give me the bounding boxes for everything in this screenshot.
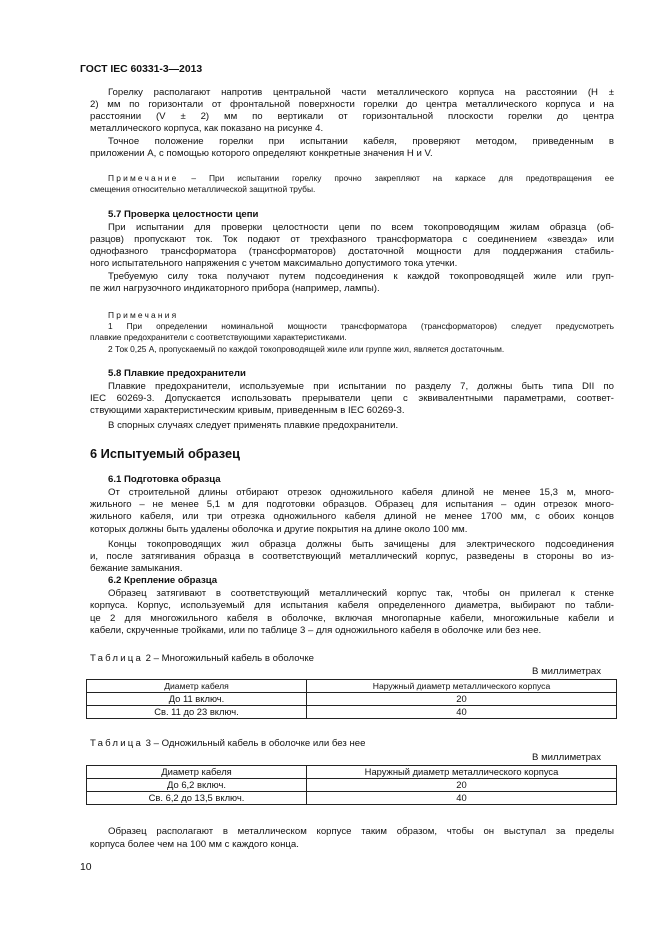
table-cell: Св. 6,2 до 13,5 включ. <box>87 792 307 805</box>
document-header: ГОСТ IEC 60331-3—2013 <box>80 64 203 75</box>
table-header-row <box>87 766 617 779</box>
table-label: Таблица <box>90 738 144 749</box>
paragraph-line: Горелку располагают напротив центральной части металлического корпуса на расстоянии (H ± <box>108 87 614 98</box>
section-heading: 5.8 Плавкие предохранители <box>108 368 246 379</box>
table-cell: 20 <box>307 693 617 706</box>
column-header: Диаметр кабеля <box>87 680 307 693</box>
paragraph-line: корпуса. Корпус, используемый для испытания кабеля определенного диаметра, выбирают по табли- <box>90 600 614 611</box>
table-caption <box>90 738 365 750</box>
table-title: 2 – Многожильный кабель в оболочке <box>143 653 315 664</box>
paragraph-line: однофазного трансформатора (трансформаторов) достаточной мощности для поддержания стабиль- <box>90 246 614 257</box>
table-3 <box>86 765 617 805</box>
note-line <box>108 173 614 184</box>
paragraph-line: Концы токопроводящих жил образца должны быть зачищены для электрического подсоединения <box>108 539 614 550</box>
paragraph-line: и, после затягивания образца в соответствующий металлический корпус, разведены в стороны во из- <box>90 551 614 562</box>
paragraph-line: корпуса более чем на 100 мм с каждого конца. <box>90 839 299 850</box>
paragraph-line: Плавкие предохранители, используемые при испытании по разделу 7, должны быть типа DII по <box>108 381 614 392</box>
chapter-heading: 6 Испытуемый образец <box>90 446 240 461</box>
paragraph-line: Точное положение горелки при испытании кабеля, проверяют методом, приведенным в <box>108 136 614 147</box>
table-cell: До 11 включ. <box>87 693 307 706</box>
paragraph-line: которых должны быть удалены оболочка и другие покрытия на длине около 100 мм. <box>90 524 468 535</box>
paragraph-line: Образец располагают в металлическом корпусе таким образом, чтобы он выступал за пределы <box>108 826 614 837</box>
note-line: 2 Ток 0,25 А, пропускаемый по каждой токопроводящей жиле или группе жил, является достаточным. <box>108 344 505 354</box>
paragraph-line: IEC 60269-3. Допускается использовать прерыватели цепи с эквивалентными параметрами, соответ- <box>90 393 614 404</box>
table-header-row <box>87 680 617 693</box>
section-heading: 6.1 Подготовка образца <box>108 474 221 485</box>
table-title: 3 – Одножильный кабель в оболочке или без нее <box>143 738 366 749</box>
paragraph-line: Образец затягивают в соответствующий металлический корпус так, чтобы он прилегал к стенке <box>108 588 614 599</box>
paragraph-line: жильного – не менее 5,1 м для подготовки образцов. Образец для испытания – один отрезок много- <box>90 499 614 510</box>
table-row <box>87 779 617 792</box>
paragraph-line: 2) мм по горизонтали от фронтальной поверхности горелки до центра металлического корпуса и на <box>90 99 614 110</box>
table-units: В миллиметрах <box>532 752 602 763</box>
section-heading: 5.7 Проверка целостности цепи <box>108 209 259 220</box>
paragraph-line: ного испытательного напряжения с учетом максимально допустимого тока утечки. <box>90 258 458 269</box>
paragraph-line: При испытании для проверки целостности цепи по всем токопроводящим жилам образца (об- <box>108 222 614 233</box>
table-cell: 40 <box>307 706 617 719</box>
paragraph-line: це 2 для многожильного кабеля в оболочке, включая многопарные кабели, многожильные кабели и <box>90 613 614 624</box>
table-row <box>87 693 617 706</box>
paragraph-line: ствующими характеристическим кривым, приведенным в IEC 60269-3. <box>90 405 405 416</box>
table-caption <box>90 653 314 665</box>
table-2 <box>86 679 617 719</box>
paragraph-line: разцов) пропускают ток. Ток подают от трехфазного трансформатора с соединением «звезда» или <box>90 234 614 245</box>
note-line: смещения относительно металлической защитной трубы. <box>90 184 316 194</box>
paragraph-line: В спорных случаях следует применять плавкие предохранители. <box>108 420 399 431</box>
page-number: 10 <box>80 862 92 873</box>
paragraph-line: От строительной длины отбирают отрезок одножильного кабеля длиной не менее 15,3 м, много- <box>108 487 614 498</box>
notes-label: Примечания <box>108 310 179 320</box>
note-text: – При испытании горелку прочно закрепляют на каркасе для предотвращения ее <box>178 173 614 183</box>
table-row <box>87 792 617 805</box>
paragraph-line: металлического корпуса, как показано на рисунке 4. <box>90 123 324 134</box>
table-cell: 20 <box>307 779 617 792</box>
column-header: Диаметр кабеля <box>87 766 307 779</box>
column-header: Наружный диаметр металлического корпуса <box>307 680 617 693</box>
note-label: Примечание <box>108 173 179 183</box>
table-cell: 40 <box>307 792 617 805</box>
note-line: 1 При определении номинальной мощности трансформатора (трансформаторов) следует предусмотреть <box>108 321 614 331</box>
table-row <box>87 706 617 719</box>
column-header: Наружный диаметр металлического корпуса <box>307 766 617 779</box>
table-units: В миллиметрах <box>532 666 602 677</box>
paragraph-line: пе жил нагрузочного индикаторного прибора (например, лампы). <box>90 283 380 294</box>
note-line: плавкие предохранители с соответствующими характеристиками. <box>90 332 347 342</box>
paragraph-line: жильного кабеля, или три отрезка одножильного кабеля длиной не менее 1700 мм, с обоих концов <box>90 511 614 522</box>
paragraph-line: бежание замыкания. <box>90 563 183 574</box>
paragraph-line: Требуемую силу тока получают путем подсоединения к каждой токопроводящей жиле или груп- <box>108 271 614 282</box>
section-heading: 6.2 Крепление образца <box>108 575 218 586</box>
paragraph-line: расстоянии (V ± 2) мм по вертикали от горизонтальной плоскости горелки до центра <box>90 111 614 122</box>
table-cell: Св. 11 до 23 включ. <box>87 706 307 719</box>
paragraph-line: кабели, скрученные тройками, или по таблице 3 – для одножильного кабеля в оболочке или без нее. <box>90 625 542 636</box>
table-label: Таблица <box>90 653 144 664</box>
paragraph-line: приложении А, с помощью которого определяют конкретные значения H и V. <box>90 148 433 159</box>
table-cell: До 6,2 включ. <box>87 779 307 792</box>
